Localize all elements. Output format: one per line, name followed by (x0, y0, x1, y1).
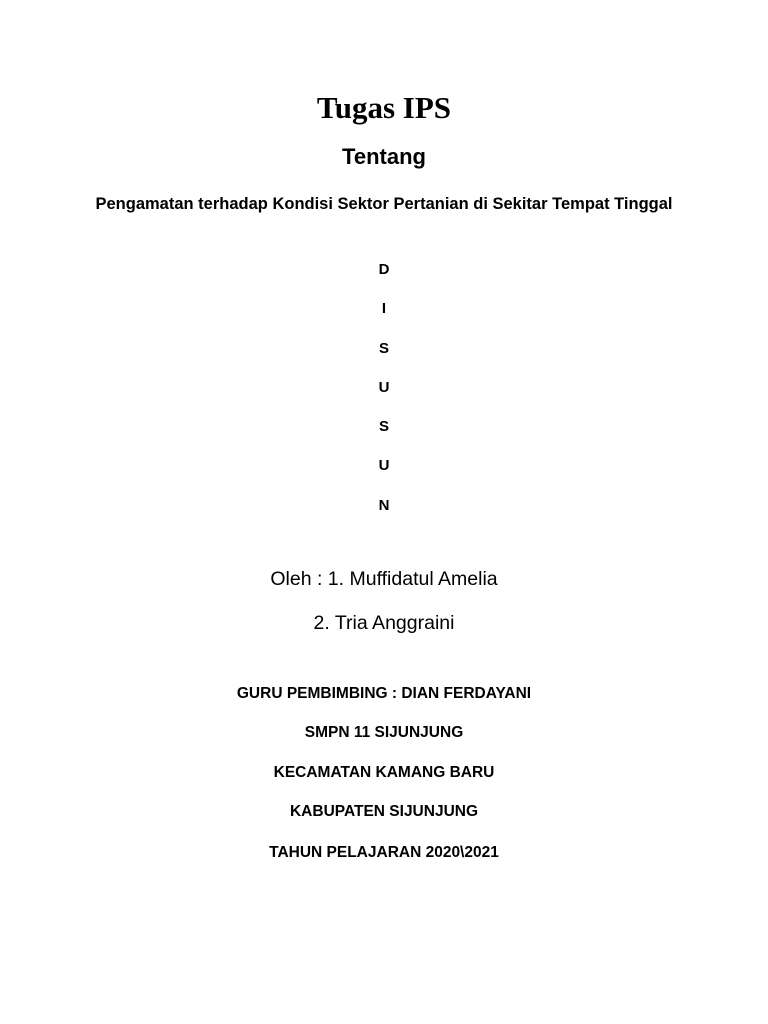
teacher-line: GURU PEMBIMBING : DIAN FERDAYANI (236, 685, 532, 702)
vertical-letter: U (378, 457, 390, 475)
vertical-letter: I (381, 300, 387, 318)
district-line: KECAMATAN KAMANG BARU (273, 764, 495, 781)
vertical-letter: D (378, 261, 390, 278)
author-line-1: Oleh : 1. Muffidatul Amelia (270, 568, 498, 590)
regency-line: KABUPATEN SIJUNJUNG (289, 803, 479, 820)
vertical-letters (0, 257, 768, 532)
document-topic: Pengamatan terhadap Kondisi Sektor Pertanian di Sekitar Tempat Tinggal (95, 195, 673, 213)
vertical-letter: N (378, 496, 390, 514)
school-line: SMPN 11 SIJUNJUNG (304, 724, 464, 741)
document-title: Tugas IPS (316, 90, 452, 125)
author-line-2: 2. Tria Anggraini (313, 612, 455, 634)
vertical-letter: S (378, 339, 389, 357)
school-year-line: TAHUN PELAJARAN 2020\2021 (269, 844, 499, 861)
document-subtitle: Tentang (342, 144, 426, 169)
vertical-letter: U (378, 378, 390, 396)
vertical-letter: S (378, 418, 389, 436)
